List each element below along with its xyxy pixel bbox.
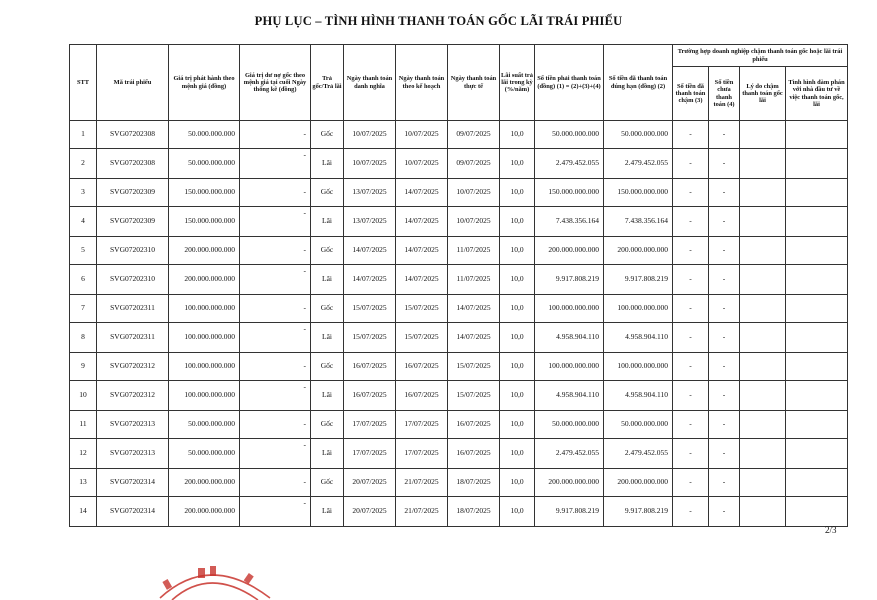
cell-amount-due: 2.479.452.055	[535, 149, 604, 179]
cell-amount-due: 50.000.000.000	[535, 121, 604, 149]
cell-planned-date: 21/07/2025	[396, 469, 448, 497]
cell-interest-rate: 10,0	[500, 207, 535, 237]
header-planned-date: Ngày thanh toán theo kế hoạch	[396, 45, 448, 121]
cell-issue-value: 150.000.000.000	[169, 207, 240, 237]
cell-unpaid: -	[709, 469, 740, 497]
cell-unpaid: -	[709, 439, 740, 469]
cell-issue-value: 200.000.000.000	[169, 265, 240, 295]
cell-outstanding: -	[240, 353, 311, 381]
cell-nominal-date: 13/07/2025	[344, 207, 396, 237]
cell-stt: 8	[70, 323, 97, 353]
header-late-reason: Lý do chậm thanh toán gốc lãi	[740, 67, 786, 121]
table-row	[70, 439, 848, 469]
cell-actual-date: 11/07/2025	[448, 237, 500, 265]
cell-late-reason	[740, 237, 786, 265]
cell-outstanding: -	[240, 149, 311, 179]
cell-nominal-date: 10/07/2025	[344, 149, 396, 179]
cell-amount-paid: 200.000.000.000	[604, 469, 673, 497]
cell-outstanding: -	[240, 237, 311, 265]
header-actual-date: Ngày thanh toán thực tế	[448, 45, 500, 121]
cell-issue-value: 50.000.000.000	[169, 439, 240, 469]
header-stt: STT	[70, 45, 97, 121]
cell-negotiation	[786, 295, 848, 323]
header-payment-type: Trả gốc/Trả lãi	[311, 45, 344, 121]
cell-payment-type: Lãi	[311, 497, 344, 527]
cell-unpaid: -	[709, 353, 740, 381]
table-row	[70, 353, 848, 381]
cell-negotiation	[786, 207, 848, 237]
header-amount-paid: Số tiền đã thanh toán đúng hạn (đồng) (2)	[604, 45, 673, 121]
cell-bond-code: SVG07202314	[97, 497, 169, 527]
cell-amount-paid: 2.479.452.055	[604, 439, 673, 469]
cell-negotiation	[786, 353, 848, 381]
cell-nominal-date: 10/07/2025	[344, 121, 396, 149]
cell-late-reason	[740, 353, 786, 381]
cell-amount-due: 200.000.000.000	[535, 469, 604, 497]
header-issue-value: Giá trị phát hành theo mệnh giá (đồng)	[169, 45, 240, 121]
cell-late-reason	[740, 149, 786, 179]
cell-paid-late: -	[673, 207, 709, 237]
header-outstanding: Giá trị dư nợ gốc theo mệnh giá tại cuối Ngày thống kê (đồng)	[240, 45, 311, 121]
cell-outstanding: -	[240, 295, 311, 323]
cell-issue-value: 100.000.000.000	[169, 323, 240, 353]
cell-nominal-date: 15/07/2025	[344, 323, 396, 353]
cell-bond-code: SVG07202314	[97, 469, 169, 497]
cell-negotiation	[786, 411, 848, 439]
cell-nominal-date: 16/07/2025	[344, 381, 396, 411]
cell-payment-type: Gốc	[311, 469, 344, 497]
cell-issue-value: 50.000.000.000	[169, 411, 240, 439]
cell-actual-date: 14/07/2025	[448, 323, 500, 353]
cell-nominal-date: 17/07/2025	[344, 439, 396, 469]
cell-nominal-date: 17/07/2025	[344, 411, 396, 439]
cell-nominal-date: 13/07/2025	[344, 179, 396, 207]
cell-stt: 5	[70, 237, 97, 265]
table-row	[70, 237, 848, 265]
cell-payment-type: Lãi	[311, 149, 344, 179]
cell-interest-rate: 10,0	[500, 381, 535, 411]
cell-bond-code: SVG07202310	[97, 265, 169, 295]
cell-negotiation	[786, 323, 848, 353]
cell-stt: 9	[70, 353, 97, 381]
cell-amount-paid: 9.917.808.219	[604, 497, 673, 527]
cell-nominal-date: 15/07/2025	[344, 295, 396, 323]
table-row	[70, 179, 848, 207]
page-title: PHỤ LỤC – TÌNH HÌNH THANH TOÁN GỐC LÃI TRÁI PHIẾU	[254, 14, 623, 28]
cell-nominal-date: 16/07/2025	[344, 353, 396, 381]
cell-late-reason	[740, 323, 786, 353]
cell-interest-rate: 10,0	[500, 497, 535, 527]
cell-planned-date: 10/07/2025	[396, 121, 448, 149]
cell-unpaid: -	[709, 121, 740, 149]
cell-outstanding: -	[240, 265, 311, 295]
cell-bond-code: SVG07202313	[97, 439, 169, 469]
cell-outstanding: -	[240, 497, 311, 527]
cell-outstanding: -	[240, 323, 311, 353]
cell-bond-code: SVG07202312	[97, 353, 169, 381]
cell-paid-late: -	[673, 121, 709, 149]
cell-amount-due: 9.917.808.219	[535, 265, 604, 295]
cell-amount-due: 4.958.904.110	[535, 381, 604, 411]
table-row	[70, 295, 848, 323]
cell-payment-type: Gốc	[311, 295, 344, 323]
cell-outstanding: -	[240, 207, 311, 237]
cell-interest-rate: 10,0	[500, 149, 535, 179]
cell-planned-date: 14/07/2025	[396, 207, 448, 237]
cell-actual-date: 10/07/2025	[448, 179, 500, 207]
cell-outstanding: -	[240, 179, 311, 207]
cell-late-reason	[740, 265, 786, 295]
cell-bond-code: SVG07202308	[97, 149, 169, 179]
cell-stt: 4	[70, 207, 97, 237]
cell-planned-date: 21/07/2025	[396, 497, 448, 527]
table-row	[70, 265, 848, 295]
cell-paid-late: -	[673, 497, 709, 527]
cell-actual-date: 18/07/2025	[448, 497, 500, 527]
cell-payment-type: Lãi	[311, 381, 344, 411]
cell-unpaid: -	[709, 323, 740, 353]
cell-payment-type: Gốc	[311, 179, 344, 207]
cell-interest-rate: 10,0	[500, 353, 535, 381]
cell-late-reason	[740, 207, 786, 237]
header-bond-code: Mã trái phiếu	[97, 45, 169, 121]
cell-amount-paid: 100.000.000.000	[604, 295, 673, 323]
cell-unpaid: -	[709, 381, 740, 411]
cell-amount-paid: 9.917.808.219	[604, 265, 673, 295]
cell-issue-value: 50.000.000.000	[169, 121, 240, 149]
seal-icon	[160, 575, 270, 600]
cell-issue-value: 200.000.000.000	[169, 469, 240, 497]
cell-issue-value: 200.000.000.000	[169, 237, 240, 265]
header-nominal-date: Ngày thanh toán danh nghĩa	[344, 45, 396, 121]
cell-amount-due: 7.438.356.164	[535, 207, 604, 237]
cell-planned-date: 10/07/2025	[396, 149, 448, 179]
cell-bond-code: SVG07202313	[97, 411, 169, 439]
cell-bond-code: SVG07202310	[97, 237, 169, 265]
cell-stt: 1	[70, 121, 97, 149]
cell-amount-paid: 200.000.000.000	[604, 237, 673, 265]
cell-late-reason	[740, 381, 786, 411]
cell-late-reason	[740, 121, 786, 149]
cell-nominal-date: 14/07/2025	[344, 265, 396, 295]
header-amount-due: Số tiền phải thanh toán (đồng) (1) = (2)+(3)+(4)	[535, 45, 604, 121]
cell-amount-due: 9.917.808.219	[535, 497, 604, 527]
cell-outstanding: -	[240, 121, 311, 149]
cell-issue-value: 100.000.000.000	[169, 295, 240, 323]
cell-actual-date: 09/07/2025	[448, 149, 500, 179]
cell-amount-paid: 50.000.000.000	[604, 121, 673, 149]
cell-actual-date: 15/07/2025	[448, 381, 500, 411]
cell-late-reason	[740, 469, 786, 497]
cell-planned-date: 15/07/2025	[396, 295, 448, 323]
cell-amount-paid: 50.000.000.000	[604, 411, 673, 439]
cell-actual-date: 16/07/2025	[448, 439, 500, 469]
cell-paid-late: -	[673, 469, 709, 497]
cell-bond-code: SVG07202309	[97, 207, 169, 237]
cell-late-reason	[740, 497, 786, 527]
table-row	[70, 497, 848, 527]
cell-issue-value: 100.000.000.000	[169, 353, 240, 381]
cell-unpaid: -	[709, 295, 740, 323]
cell-negotiation	[786, 179, 848, 207]
cell-planned-date: 16/07/2025	[396, 381, 448, 411]
cell-amount-paid: 2.479.452.055	[604, 149, 673, 179]
cell-late-reason	[740, 179, 786, 207]
cell-actual-date: 10/07/2025	[448, 207, 500, 237]
cell-negotiation	[786, 265, 848, 295]
cell-stt: 6	[70, 265, 97, 295]
cell-planned-date: 14/07/2025	[396, 237, 448, 265]
cell-planned-date: 17/07/2025	[396, 439, 448, 469]
cell-actual-date: 09/07/2025	[448, 121, 500, 149]
cell-stt: 13	[70, 469, 97, 497]
table-row	[70, 121, 848, 149]
cell-planned-date: 14/07/2025	[396, 179, 448, 207]
cell-interest-rate: 10,0	[500, 469, 535, 497]
cell-amount-due: 200.000.000.000	[535, 237, 604, 265]
table-row	[70, 323, 848, 353]
cell-paid-late: -	[673, 411, 709, 439]
cell-planned-date: 15/07/2025	[396, 323, 448, 353]
cell-amount-paid: 7.438.356.164	[604, 207, 673, 237]
header-paid-late: Số tiền đã thanh toán chậm (3)	[673, 67, 709, 121]
cell-negotiation	[786, 149, 848, 179]
cell-amount-due: 100.000.000.000	[535, 295, 604, 323]
cell-payment-type: Lãi	[311, 323, 344, 353]
cell-late-reason	[740, 295, 786, 323]
cell-payment-type: Gốc	[311, 411, 344, 439]
cell-amount-paid: 4.958.904.110	[604, 381, 673, 411]
cell-nominal-date: 20/07/2025	[344, 469, 396, 497]
company-seal-stamp	[150, 560, 280, 600]
cell-actual-date: 11/07/2025	[448, 265, 500, 295]
cell-paid-late: -	[673, 323, 709, 353]
cell-planned-date: 14/07/2025	[396, 265, 448, 295]
header-negotiation: Tình hình đàm phán với nhà đầu tư về việc thanh toán gốc, lãi	[786, 67, 848, 121]
cell-stt: 11	[70, 411, 97, 439]
cell-unpaid: -	[709, 237, 740, 265]
cell-planned-date: 16/07/2025	[396, 353, 448, 381]
cell-stt: 10	[70, 381, 97, 411]
cell-paid-late: -	[673, 237, 709, 265]
cell-bond-code: SVG07202312	[97, 381, 169, 411]
header-interest-rate: Lãi suất trả lãi trong kỳ (%/năm)	[500, 45, 535, 121]
table-row	[70, 411, 848, 439]
cell-payment-type: Lãi	[311, 207, 344, 237]
cell-late-reason	[740, 439, 786, 469]
cell-negotiation	[786, 237, 848, 265]
cell-unpaid: -	[709, 265, 740, 295]
cell-stt: 2	[70, 149, 97, 179]
cell-unpaid: -	[709, 411, 740, 439]
cell-amount-due: 4.958.904.110	[535, 323, 604, 353]
cell-interest-rate: 10,0	[500, 439, 535, 469]
cell-nominal-date: 14/07/2025	[344, 237, 396, 265]
cell-interest-rate: 10,0	[500, 237, 535, 265]
cell-paid-late: -	[673, 149, 709, 179]
page-number: 2/3	[825, 525, 837, 535]
cell-negotiation	[786, 497, 848, 527]
cell-issue-value: 200.000.000.000	[169, 497, 240, 527]
cell-payment-type: Lãi	[311, 265, 344, 295]
cell-stt: 7	[70, 295, 97, 323]
table-row	[70, 381, 848, 411]
cell-actual-date: 15/07/2025	[448, 353, 500, 381]
cell-payment-type: Gốc	[311, 353, 344, 381]
cell-interest-rate: 10,0	[500, 323, 535, 353]
cell-paid-late: -	[673, 353, 709, 381]
cell-bond-code: SVG07202311	[97, 323, 169, 353]
cell-nominal-date: 20/07/2025	[344, 497, 396, 527]
cell-actual-date: 14/07/2025	[448, 295, 500, 323]
cell-amount-due: 100.000.000.000	[535, 353, 604, 381]
table-row	[70, 207, 848, 237]
cell-paid-late: -	[673, 381, 709, 411]
cell-interest-rate: 10,0	[500, 411, 535, 439]
cell-paid-late: -	[673, 295, 709, 323]
cell-actual-date: 16/07/2025	[448, 411, 500, 439]
cell-issue-value: 150.000.000.000	[169, 179, 240, 207]
cell-outstanding: -	[240, 469, 311, 497]
cell-bond-code: SVG07202309	[97, 179, 169, 207]
cell-amount-due: 2.479.452.055	[535, 439, 604, 469]
cell-amount-due: 50.000.000.000	[535, 411, 604, 439]
cell-stt: 3	[70, 179, 97, 207]
cell-paid-late: -	[673, 265, 709, 295]
cell-actual-date: 18/07/2025	[448, 469, 500, 497]
cell-unpaid: -	[709, 207, 740, 237]
cell-late-reason	[740, 411, 786, 439]
cell-interest-rate: 10,0	[500, 295, 535, 323]
cell-negotiation	[786, 381, 848, 411]
cell-outstanding: -	[240, 381, 311, 411]
cell-planned-date: 17/07/2025	[396, 411, 448, 439]
table-row	[70, 469, 848, 497]
header-late-group: Trường hợp doanh nghiệp chậm thanh toán gốc hoặc lãi trái phiếu	[673, 45, 848, 67]
cell-negotiation	[786, 121, 848, 149]
cell-interest-rate: 10,0	[500, 265, 535, 295]
cell-amount-paid: 100.000.000.000	[604, 353, 673, 381]
cell-payment-type: Lãi	[311, 439, 344, 469]
cell-paid-late: -	[673, 179, 709, 207]
cell-outstanding: -	[240, 411, 311, 439]
cell-paid-late: -	[673, 439, 709, 469]
table-row	[70, 149, 848, 179]
cell-stt: 12	[70, 439, 97, 469]
cell-interest-rate: 10,0	[500, 179, 535, 207]
cell-payment-type: Gốc	[311, 121, 344, 149]
cell-outstanding: -	[240, 439, 311, 469]
cell-bond-code: SVG07202308	[97, 121, 169, 149]
cell-amount-due: 150.000.000.000	[535, 179, 604, 207]
cell-payment-type: Gốc	[311, 237, 344, 265]
cell-unpaid: -	[709, 179, 740, 207]
cell-amount-paid: 150.000.000.000	[604, 179, 673, 207]
cell-negotiation	[786, 469, 848, 497]
bond-payment-table	[69, 44, 848, 527]
cell-bond-code: SVG07202311	[97, 295, 169, 323]
header-unpaid: Số tiền chưa thanh toán (4)	[709, 67, 740, 121]
cell-issue-value: 100.000.000.000	[169, 381, 240, 411]
cell-interest-rate: 10,0	[500, 121, 535, 149]
cell-issue-value: 50.000.000.000	[169, 149, 240, 179]
cell-stt: 14	[70, 497, 97, 527]
cell-unpaid: -	[709, 149, 740, 179]
cell-amount-paid: 4.958.904.110	[604, 323, 673, 353]
cell-negotiation	[786, 439, 848, 469]
cell-unpaid: -	[709, 497, 740, 527]
